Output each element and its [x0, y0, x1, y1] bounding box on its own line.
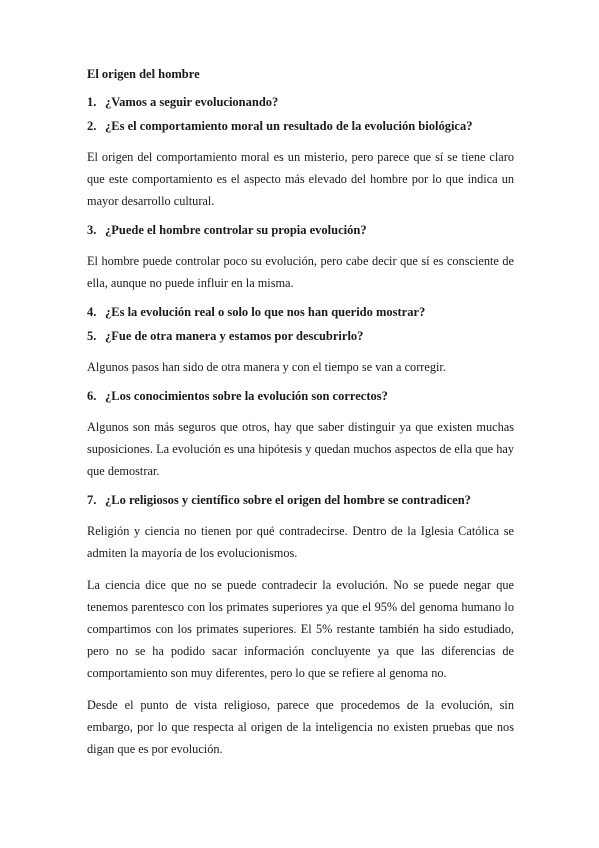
question-text: ¿Lo religiosos y científico sobre el origen del hombre se contradicen?: [105, 493, 471, 507]
question-text: ¿Es la evolución real o solo lo que nos han querido mostrar?: [105, 305, 426, 319]
question-7: [87, 492, 514, 508]
question-text: ¿Es el comportamiento moral un resultado de la evolución biológica?: [105, 119, 473, 133]
question-text: ¿Fue de otra manera y estamos por descubrirlo?: [105, 329, 364, 343]
answer-paragraph-5: Religión y ciencia no tienen por qué contradecirse. Dentro de la Iglesia Católica se admiten la mayoría de los evolucionismos.: [87, 524, 514, 560]
question-1: [87, 94, 514, 110]
question-number: 2.: [87, 119, 97, 133]
question-number: 7.: [87, 493, 97, 507]
question-text: ¿Vamos a seguir evolucionando?: [105, 95, 279, 109]
question-number: 4.: [87, 305, 97, 319]
answer-paragraph-2: El hombre puede controlar poco su evolución, pero cabe decir que sí es consciente de ella, aunque no puede influir en la misma.: [87, 254, 514, 290]
question-text: ¿Los conocimientos sobre la evolución son correctos?: [105, 389, 388, 403]
question-number: 6.: [87, 389, 97, 403]
document-page: [87, 66, 514, 770]
answer-paragraph-4: Algunos son más seguros que otros, hay que saber distinguir ya que existen muchas suposiciones. La evolución es una hipótesis y quedan muchos aspectos de ella que hay que demostrar.: [87, 420, 514, 478]
question-text: ¿Puede el hombre controlar su propia evolución?: [105, 223, 367, 237]
answer-paragraph-3: Algunos pasos han sido de otra manera y con el tiempo se van a corregir.: [87, 360, 446, 374]
question-number: 1.: [87, 95, 97, 109]
question-5: [87, 328, 514, 344]
answer-paragraph-1: El origen del comportamiento moral es un misterio, pero parece que sí se tiene claro que este comportamiento es el aspecto más elevado del hombre por lo que indica un mayor desarrollo cultural.: [87, 150, 514, 208]
answer-paragraph-7: Desde el punto de vista religioso, parece que procedemos de la evolución, sin embargo, por lo que respecta al origen de la inteligencia no existen pruebas que nos digan que es por evolución.: [87, 698, 514, 756]
question-number: 3.: [87, 223, 97, 237]
question-6: [87, 388, 514, 404]
question-4: [87, 304, 514, 320]
answer-paragraph-6: La ciencia dice que no se puede contradecir la evolución. No se puede negar que tenemos parentesco con los primates superiores ya que el 95% del genoma humano lo compartimos con los primates superiores. El 5% restante también ha sido estudiado, pero no se ha podido sacar información concluyente ya que las diferencias de comportamiento son muy diferentes, pero lo que se refiere al genoma no.: [87, 578, 514, 680]
question-2: [87, 118, 514, 134]
question-3: [87, 222, 514, 238]
document-title: El origen del hombre: [87, 67, 200, 81]
question-number: 5.: [87, 329, 97, 343]
